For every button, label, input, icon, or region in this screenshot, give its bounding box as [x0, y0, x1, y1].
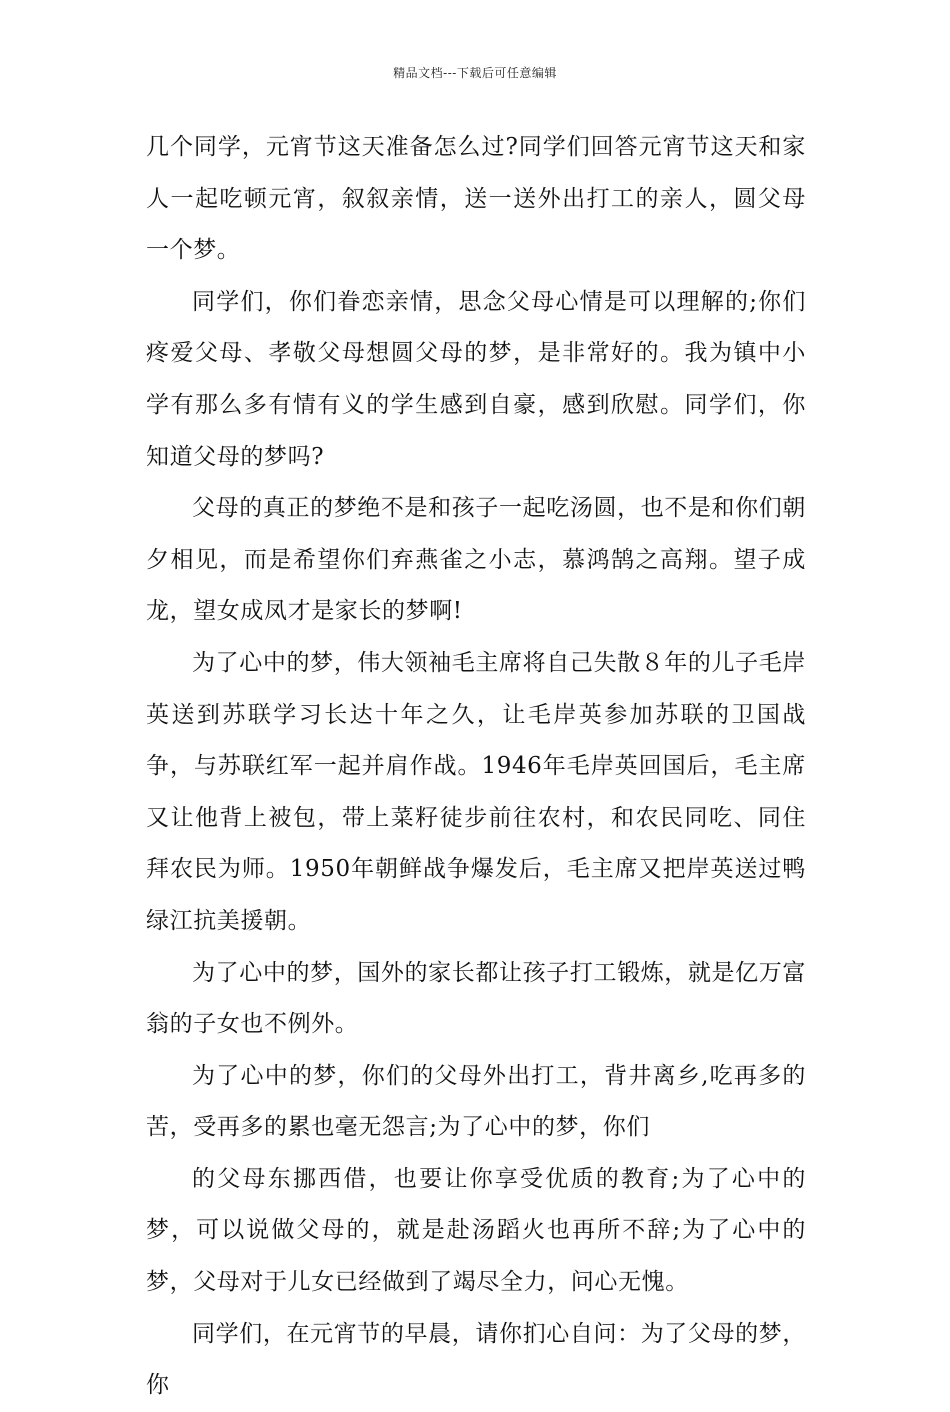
paragraph: 父母的真正的梦绝不是和孩子一起吃汤圆，也不是和你们朝夕相见，而是希望你们弃燕雀之小志，慕鸿鹄之高翔。望子成龙，望女成凤才是家长的梦啊!	[146, 495, 806, 625]
paragraph: 同学们，在元宵节的早晨，请你扪心自问：为了父母的梦，你	[146, 1320, 806, 1399]
paragraph: 为了心中的梦，你们的父母外出打工，背井离乡,吃再多的苦，受再多的累也毫无怨言;为了心中的梦，你们	[146, 1062, 806, 1141]
paragraph: 几个同学，元宵节这天准备怎么过?同学们回答元宵节这天和家人一起吃顿元宵，叙叙亲情，送一送外出打工的亲人，圆父母一个梦。	[146, 134, 806, 264]
paragraph: 为了心中的梦，国外的家长都让孩子打工锻炼，就是亿万富翁的子女也不例外。	[146, 959, 806, 1038]
document-body	[146, 122, 806, 1412]
page-header: 精品文档---下载后可任意编辑	[393, 66, 557, 80]
paragraph: 的父母东挪西借，也要让你享受优质的教育;为了心中的梦，可以说做父母的，就是赴汤蹈火也再所不辞;为了心中的梦，父母对于儿女已经做到了竭尽全力，问心无愧。	[146, 1165, 806, 1296]
paragraph: 为了心中的梦，伟大领袖毛主席将自己失散８年的儿子毛岸英送到苏联学习长达十年之久，让毛岸英参加苏联的卫国战争，与苏联红军一起并肩作战。1946年毛岸英回国后，毛主席又让他背上被包，带上菜籽徒步前往农村，和农民同吃、同住拜农民为师。1950年朝鲜战争爆发后，毛主席又把岸英送过鸭绿江抗美援朝。	[146, 649, 806, 934]
paragraph: 同学们，你们眷恋亲情，思念父母心情是可以理解的;你们疼爱父母、孝敬父母想圆父母的梦，是非常好的。我为镇中小学有那么多有情有义的学生感到自豪，感到欣慰。同学们，你知道父母的梦吗?	[146, 288, 806, 470]
